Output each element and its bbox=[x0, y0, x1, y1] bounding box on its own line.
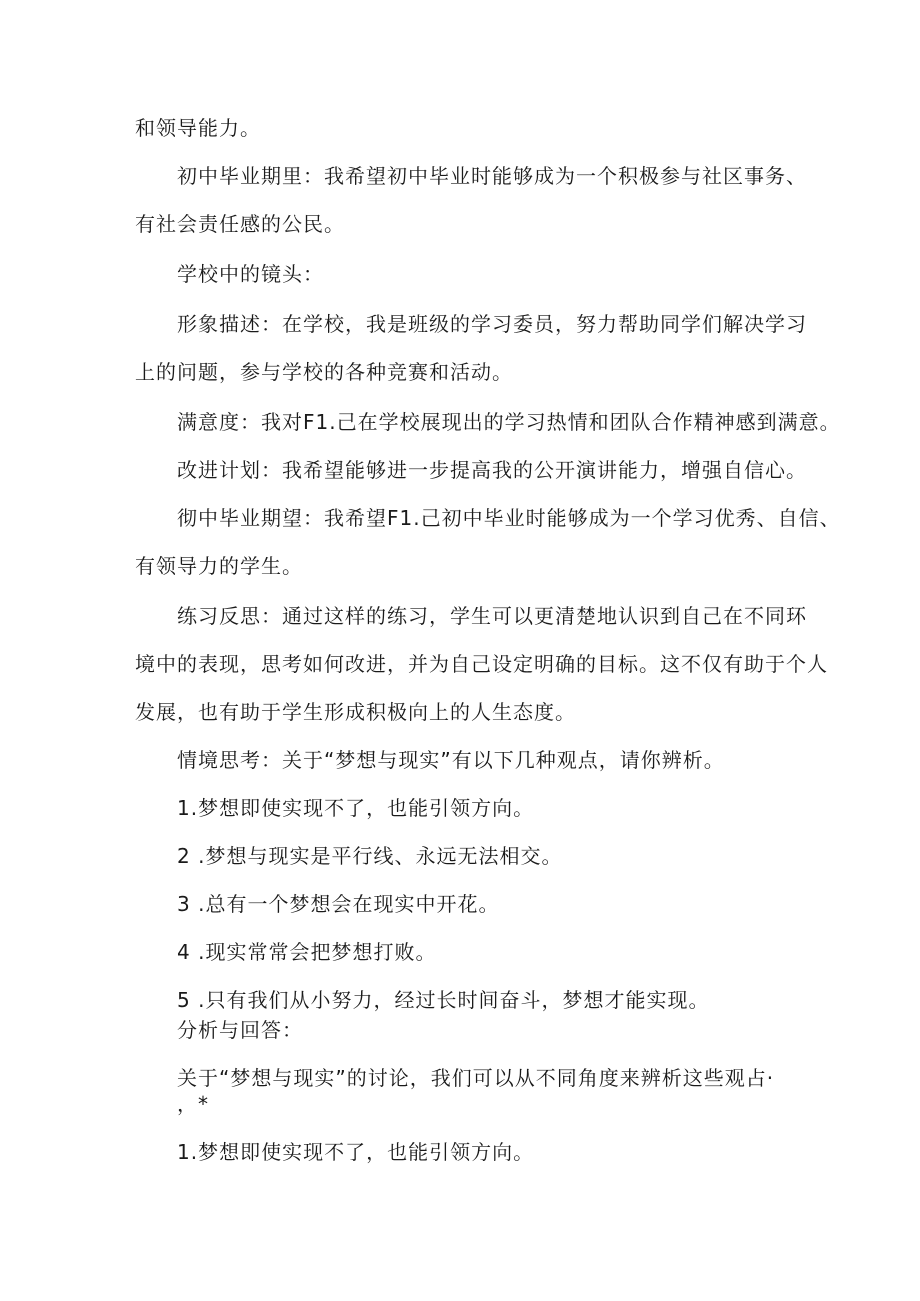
text-line-18: 4 .现实常常会把梦想打败。 bbox=[177, 940, 437, 964]
text-line-13: 发展，也有助于学生形成积极向上的人生态度。 bbox=[135, 700, 576, 724]
text-line-2: 初中毕业期里：我希望初中毕业时能够成为一个积极参与社区事务、 bbox=[177, 164, 807, 188]
text-line-10: 有领导力的学生。 bbox=[135, 554, 303, 578]
text-line-3: 有社会责任感的公民。 bbox=[135, 212, 345, 236]
text-line-9: 彻中毕业期望：我希望F1.己初中毕业时能够成为一个学习优秀、自信、 bbox=[177, 506, 841, 530]
text-line-20: 分析与回答： bbox=[177, 1018, 303, 1042]
text-line-22: ，* bbox=[177, 1092, 209, 1116]
text-line-5: 形象描述：在学校，我是班级的学习委员，努力帮助同学们解决学习 bbox=[177, 312, 807, 336]
text-line-17: 3 .总有一个梦想会在现实中开花。 bbox=[177, 892, 500, 916]
text-line-7: 满意度：我对F1.己在学校展现出的学习热情和团队合作精神感到满意。 bbox=[177, 410, 841, 434]
text-line-12: 境中的表现，思考如何改进，并为自己设定明确的目标。这不仅有助于个人 bbox=[135, 652, 828, 676]
text-line-8: 改进计划：我希望能够进一步提高我的公开演讲能力，增强自信心。 bbox=[177, 458, 807, 482]
text-line-6: 上的问题，参与学校的各种竞赛和活动。 bbox=[135, 360, 513, 384]
text-line-11: 练习反思：通过这样的练习，学生可以更清楚地认识到自己在不同环 bbox=[177, 604, 807, 628]
text-line-1: 和领导能力。 bbox=[135, 116, 261, 140]
text-line-23: 1.梦想即使实现不了，也能引领方向。 bbox=[177, 1140, 535, 1164]
text-line-16: 2 .梦想与现实是平行线、永远无法相交。 bbox=[177, 844, 563, 868]
text-line-21: 关于“梦想与现实”的讨论，我们可以从不同角度来辨析这些观占· bbox=[177, 1066, 775, 1090]
text-line-14: 情境思考：关于“梦想与现实”有以下几种观点，请你辨析。 bbox=[177, 748, 725, 772]
text-line-15: 1.梦想即使实现不了，也能引领方向。 bbox=[177, 796, 535, 820]
text-line-4: 学校中的镜头： bbox=[177, 262, 324, 286]
text-line-19: 5 .只有我们从小努力，经过长时间奋斗，梦想才能实现。 bbox=[177, 988, 710, 1012]
